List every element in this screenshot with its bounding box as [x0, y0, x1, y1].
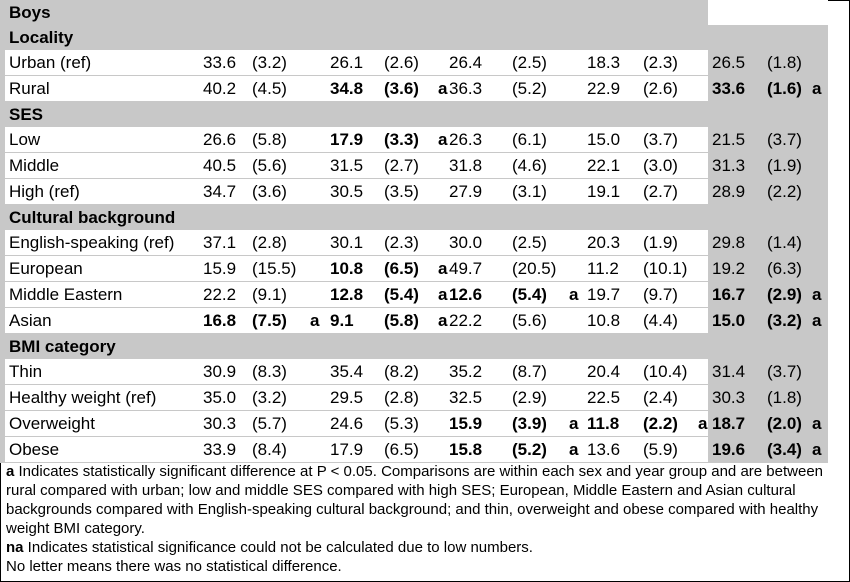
cell-se: (2.6) — [384, 53, 419, 72]
cell-se: (2.5) — [512, 233, 547, 252]
cell-value: 15.9 — [203, 259, 237, 278]
section-header: BMI category — [9, 337, 116, 356]
cell-se: (2.7) — [643, 182, 678, 201]
cell-se: (2.4) — [643, 388, 678, 407]
cell-value: 22.1 — [587, 156, 621, 175]
row-gutter — [0, 76, 5, 101]
cell-value: 30.3 — [203, 414, 237, 433]
cell-value: 31.8 — [449, 156, 483, 175]
cell-se: (15.5) — [252, 259, 297, 278]
cell-value: 34.8 — [330, 79, 364, 98]
cell-value: 29.5 — [330, 388, 364, 407]
cell-value: 15.0 — [587, 130, 621, 149]
significance-marker: a — [812, 79, 822, 98]
significance-marker: a — [812, 414, 822, 433]
row-gutter — [0, 127, 5, 152]
significance-marker: a — [310, 311, 320, 330]
cell-se: (5.8) — [252, 130, 287, 149]
cell-se: (20.5) — [512, 259, 557, 278]
cell-value: 12.8 — [330, 285, 364, 304]
cell-value: 35.0 — [203, 388, 237, 407]
cell-se: (1.6) — [767, 79, 802, 98]
cell-se: (5.6) — [252, 156, 287, 175]
significance-marker: a — [438, 285, 448, 304]
row-label: Overweight — [9, 414, 95, 433]
cell-se: (5.9) — [643, 440, 678, 459]
cell-se: (2.8) — [384, 388, 419, 407]
table-row — [0, 437, 828, 463]
cell-se: (6.1) — [512, 130, 547, 149]
significance-marker: a — [569, 440, 579, 459]
cell-value: 35.4 — [330, 362, 364, 381]
cell-value: 21.5 — [712, 130, 746, 149]
note-significance — [6, 462, 844, 538]
cell-se: (8.7) — [512, 362, 547, 381]
significance-marker: a — [569, 285, 579, 304]
cell-value: 35.2 — [449, 362, 483, 381]
cell-value: 36.3 — [449, 79, 483, 98]
cell-value: 40.5 — [203, 156, 237, 175]
row-label: Thin — [9, 362, 43, 381]
cell-value: 30.0 — [449, 233, 483, 252]
cell-value: 19.7 — [587, 285, 621, 304]
row-label: Middle — [9, 156, 60, 175]
row-gutter — [0, 50, 5, 75]
cell-value: 29.8 — [712, 233, 746, 252]
cell-se: (10.1) — [643, 259, 688, 278]
cell-se: (2.2) — [643, 414, 678, 433]
row-gutter — [0, 282, 5, 307]
note-na — [6, 538, 844, 557]
cell-se: (5.8) — [384, 311, 419, 330]
significance-marker: a — [698, 414, 708, 433]
section-header: Cultural background — [9, 208, 176, 227]
note-na-marker: na — [6, 539, 24, 556]
cell-se: (3.2) — [767, 311, 802, 330]
cell-value: 33.9 — [203, 440, 237, 459]
cell-se: (6.3) — [767, 259, 802, 278]
cell-value: 33.6 — [203, 53, 237, 72]
section-header: SES — [9, 105, 44, 124]
cell-value: 34.7 — [203, 182, 237, 201]
cell-value: 11.2 — [587, 259, 619, 278]
row-gutter — [0, 385, 5, 410]
note-a-marker: a — [6, 463, 15, 480]
cell-value: 40.2 — [203, 79, 237, 98]
table-row — [0, 230, 828, 256]
table-row — [0, 50, 828, 76]
cell-value: 22.2 — [203, 285, 237, 304]
row-label: English-speaking (ref) — [9, 233, 175, 252]
row-gutter — [0, 437, 5, 462]
row-label: Urban (ref) — [9, 53, 92, 72]
cell-se: (8.2) — [384, 362, 419, 381]
cell-se: (6.5) — [384, 440, 419, 459]
cell-se: (4.6) — [512, 156, 547, 175]
row-gutter — [0, 153, 5, 178]
significance-marker: a — [438, 79, 448, 98]
cell-value: 10.8 — [587, 311, 621, 330]
cell-se: (2.0) — [767, 414, 802, 433]
table-row — [0, 153, 828, 179]
header-blank-area — [708, 0, 828, 25]
cell-se: (2.9) — [512, 388, 547, 407]
note-a-text: Indicates statistically significant difference at P < 0.05. Comparisons are within each sex and year group and are between rural compared with urban; low and middle SES compared with high SES; European, Middle Eastern and Asian cultural backgrounds compared with English-speaking cultural background; and thin, overweight and obese compared with healthy weight BMI category. — [6, 463, 824, 537]
cell-value: 30.3 — [712, 388, 746, 407]
cell-value: 12.6 — [449, 285, 483, 304]
row-gutter — [0, 179, 5, 204]
cell-se: (3.2) — [252, 53, 287, 72]
table-row — [0, 359, 828, 385]
significance-marker: a — [438, 130, 448, 149]
cell-value: 19.6 — [712, 440, 746, 459]
row-label: Healthy weight (ref) — [9, 388, 157, 407]
table-row — [0, 282, 828, 308]
cell-se: (2.2) — [767, 182, 802, 201]
cell-se: (3.6) — [384, 79, 419, 98]
row-label: European — [9, 259, 83, 278]
cell-value: 16.8 — [203, 311, 237, 330]
cell-se: (1.4) — [767, 233, 802, 252]
cell-se: (1.9) — [767, 156, 802, 175]
cell-se: (7.5) — [252, 311, 287, 330]
row-label: Rural — [9, 79, 50, 98]
cell-value: 15.9 — [449, 414, 483, 433]
cell-se: (10.4) — [643, 362, 688, 381]
cell-value: 20.3 — [587, 233, 621, 252]
cell-value: 26.5 — [712, 53, 746, 72]
cell-value: 30.5 — [330, 182, 364, 201]
cell-se: (9.7) — [643, 285, 678, 304]
significance-marker: a — [569, 414, 579, 433]
table-row — [0, 76, 828, 102]
table-notes — [6, 462, 844, 576]
cell-value: 49.7 — [449, 259, 483, 278]
cell-se: (2.3) — [643, 53, 678, 72]
cell-se: (3.9) — [512, 414, 547, 433]
row-label: Middle Eastern — [9, 285, 123, 304]
cell-value: 28.9 — [712, 182, 746, 201]
cell-value: 16.7 — [712, 285, 746, 304]
row-label: Asian — [9, 311, 52, 330]
section-header-row — [0, 25, 828, 50]
cell-se: (6.5) — [384, 259, 419, 278]
row-label: Low — [9, 130, 41, 149]
significance-marker: a — [438, 311, 448, 330]
cell-value: 37.1 — [203, 233, 237, 252]
cell-se: (2.7) — [384, 156, 419, 175]
cell-value: 22.9 — [587, 79, 621, 98]
cell-value: 31.4 — [712, 362, 746, 381]
significance-marker: a — [812, 285, 822, 304]
cell-value: 30.9 — [203, 362, 237, 381]
significance-marker: a — [812, 440, 822, 459]
section-header: Locality — [9, 28, 74, 47]
cell-se: (8.3) — [252, 362, 287, 381]
section-header-row — [0, 0, 828, 25]
cell-se: (3.6) — [252, 182, 287, 201]
row-gutter — [0, 256, 5, 281]
cell-value: 15.0 — [712, 311, 746, 330]
cell-se: (1.8) — [767, 388, 802, 407]
cell-se: (3.0) — [643, 156, 678, 175]
table-row — [0, 179, 828, 205]
cell-value: 17.9 — [330, 440, 364, 459]
table-row — [0, 411, 828, 437]
cell-se: (5.4) — [384, 285, 419, 304]
cell-value: 10.8 — [330, 259, 364, 278]
row-label: Obese — [9, 440, 60, 459]
cell-value: 27.9 — [449, 182, 483, 201]
table-row — [0, 385, 828, 411]
cell-se: (3.7) — [643, 130, 678, 149]
cell-se: (4.5) — [252, 79, 287, 98]
cell-value: 32.5 — [449, 388, 483, 407]
cell-value: 22.2 — [449, 311, 483, 330]
cell-se: (8.4) — [252, 440, 287, 459]
cell-value: 31.3 — [712, 156, 746, 175]
cell-value: 19.2 — [712, 259, 746, 278]
cell-se: (3.7) — [767, 362, 802, 381]
row-gutter — [0, 411, 5, 436]
cell-se: (1.8) — [767, 53, 802, 72]
cell-value: 26.4 — [449, 53, 483, 72]
cell-value: 26.3 — [449, 130, 483, 149]
note-na-text: Indicates statistical significance could not be calculated due to low numbers. — [23, 539, 533, 556]
cell-value: 11.8 — [587, 414, 620, 433]
row-gutter — [0, 308, 5, 333]
cell-se: (2.6) — [643, 79, 678, 98]
cell-value: 19.1 — [587, 182, 621, 201]
section-header-row — [0, 102, 828, 127]
cell-se: (2.3) — [384, 233, 419, 252]
cell-se: (3.7) — [767, 130, 802, 149]
cell-se: (1.9) — [643, 233, 678, 252]
cell-value: 33.6 — [712, 79, 746, 98]
cell-value: 13.6 — [587, 440, 621, 459]
cell-value: 9.1 — [330, 311, 354, 330]
table-row — [0, 127, 828, 153]
row-label: High (ref) — [9, 182, 80, 201]
cell-se: (2.9) — [767, 285, 802, 304]
note-no-letter: No letter means there was no statistical difference. — [6, 558, 342, 575]
cell-se: (3.2) — [252, 388, 287, 407]
significance-marker: a — [438, 259, 448, 278]
cell-se: (2.5) — [512, 53, 547, 72]
cell-value: 18.7 — [712, 414, 746, 433]
cell-value: 31.5 — [330, 156, 364, 175]
row-gutter — [0, 230, 5, 255]
cell-value: 30.1 — [330, 233, 364, 252]
cell-se: (3.3) — [384, 130, 419, 149]
cell-value: 17.9 — [330, 130, 364, 149]
cell-se: (5.4) — [512, 285, 547, 304]
cell-se: (5.6) — [512, 311, 547, 330]
significance-marker: a — [812, 311, 822, 330]
cell-se: (3.1) — [512, 182, 547, 201]
cell-se: (5.2) — [512, 79, 547, 98]
cell-value: 18.3 — [587, 53, 621, 72]
cell-value: 24.6 — [330, 414, 364, 433]
cell-value: 20.4 — [587, 362, 621, 381]
table-row — [0, 256, 828, 282]
cell-se: (9.1) — [252, 285, 287, 304]
cell-se: (3.4) — [767, 440, 802, 459]
cell-value: 22.5 — [587, 388, 621, 407]
section-header-row — [0, 334, 828, 359]
section-header: Boys — [9, 3, 51, 22]
cell-se: (2.8) — [252, 233, 287, 252]
cell-se: (5.2) — [512, 440, 547, 459]
cell-value: 26.6 — [203, 130, 237, 149]
cell-value: 15.8 — [449, 440, 483, 459]
cell-se: (5.3) — [384, 414, 419, 433]
cell-se: (5.7) — [252, 414, 287, 433]
section-header-row — [0, 205, 828, 230]
row-gutter — [0, 359, 5, 384]
table-row — [0, 308, 828, 334]
cell-value: 26.1 — [330, 53, 364, 72]
cell-se: (3.5) — [384, 182, 419, 201]
cell-se: (4.4) — [643, 311, 678, 330]
